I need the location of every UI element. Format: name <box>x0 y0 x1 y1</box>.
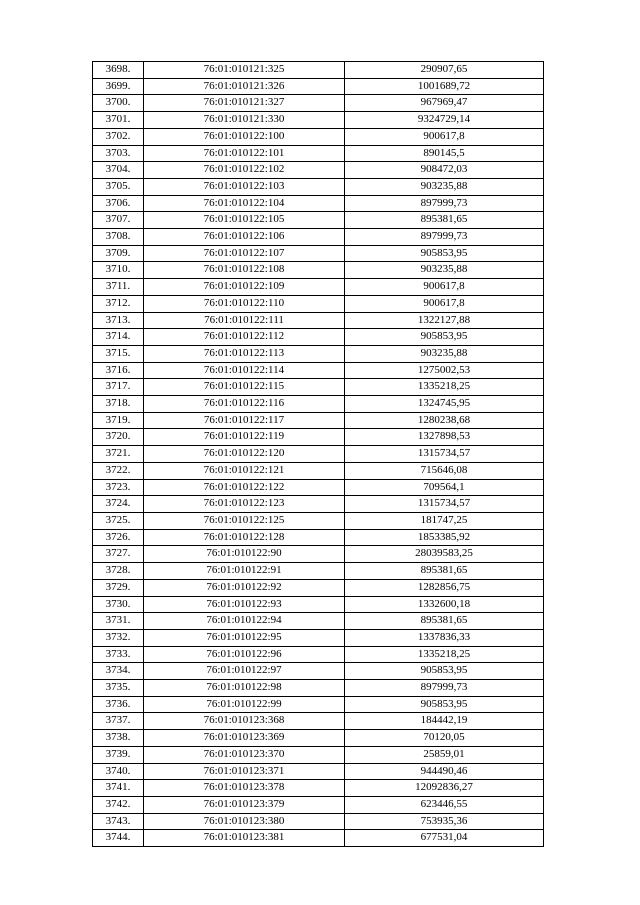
row-number: 3721. <box>93 446 144 463</box>
cadastral-value: 753935,36 <box>345 813 544 830</box>
row-number: 3732. <box>93 629 144 646</box>
cadastral-value: 1280238,68 <box>345 412 544 429</box>
row-number: 3728. <box>93 563 144 580</box>
table-row <box>93 730 544 747</box>
table-row <box>93 780 544 797</box>
row-number: 3723. <box>93 479 144 496</box>
cadastral-value: 905853,95 <box>345 663 544 680</box>
cadastral-value-table <box>92 61 544 847</box>
table-row <box>93 162 544 179</box>
row-number: 3701. <box>93 112 144 129</box>
cadastral-number: 76:01:010122:91 <box>144 563 345 580</box>
table-row <box>93 796 544 813</box>
cadastral-value: 184442,19 <box>345 713 544 730</box>
cadastral-number: 76:01:010122:113 <box>144 345 345 362</box>
cadastral-value: 715646,08 <box>345 462 544 479</box>
table-row <box>93 680 544 697</box>
table-row <box>93 145 544 162</box>
cadastral-number: 76:01:010122:104 <box>144 195 345 212</box>
cadastral-value: 1324745,95 <box>345 396 544 413</box>
table-row <box>93 546 544 563</box>
cadastral-value: 900617,8 <box>345 128 544 145</box>
cadastral-value: 900617,8 <box>345 279 544 296</box>
cadastral-number: 76:01:010122:101 <box>144 145 345 162</box>
table-row <box>93 696 544 713</box>
cadastral-value: 1335218,25 <box>345 379 544 396</box>
cadastral-number: 76:01:010123:380 <box>144 813 345 830</box>
cadastral-value: 1337836,33 <box>345 629 544 646</box>
table-row <box>93 229 544 246</box>
cadastral-number: 76:01:010122:95 <box>144 629 345 646</box>
cadastral-number: 76:01:010122:117 <box>144 412 345 429</box>
table-row <box>93 462 544 479</box>
row-number: 3740. <box>93 763 144 780</box>
row-number: 3717. <box>93 379 144 396</box>
row-number: 3705. <box>93 178 144 195</box>
row-number: 3718. <box>93 396 144 413</box>
row-number: 3708. <box>93 229 144 246</box>
cadastral-number: 76:01:010122:119 <box>144 429 345 446</box>
table-row <box>93 746 544 763</box>
table-row <box>93 279 544 296</box>
row-number: 3743. <box>93 813 144 830</box>
cadastral-value: 1275002,53 <box>345 362 544 379</box>
row-number: 3727. <box>93 546 144 563</box>
cadastral-value: 905853,95 <box>345 245 544 262</box>
table-row <box>93 713 544 730</box>
cadastral-number: 76:01:010122:98 <box>144 680 345 697</box>
cadastral-number: 76:01:010122:94 <box>144 613 345 630</box>
table-row <box>93 345 544 362</box>
cadastral-number: 76:01:010122:102 <box>144 162 345 179</box>
cadastral-number: 76:01:010123:379 <box>144 796 345 813</box>
row-number: 3722. <box>93 462 144 479</box>
cadastral-number: 76:01:010121:325 <box>144 62 345 79</box>
cadastral-number: 76:01:010122:108 <box>144 262 345 279</box>
row-number: 3703. <box>93 145 144 162</box>
table-row <box>93 295 544 312</box>
row-number: 3726. <box>93 529 144 546</box>
table-row <box>93 579 544 596</box>
table-row <box>93 195 544 212</box>
cadastral-value: 1001689,72 <box>345 78 544 95</box>
row-number: 3719. <box>93 412 144 429</box>
table-row <box>93 262 544 279</box>
table-row <box>93 830 544 847</box>
cadastral-value: 895381,65 <box>345 563 544 580</box>
cadastral-value: 897999,73 <box>345 680 544 697</box>
cadastral-number: 76:01:010123:378 <box>144 780 345 797</box>
cadastral-value: 1853385,92 <box>345 529 544 546</box>
cadastral-number: 76:01:010122:120 <box>144 446 345 463</box>
row-number: 3736. <box>93 696 144 713</box>
row-number: 3702. <box>93 128 144 145</box>
row-number: 3716. <box>93 362 144 379</box>
row-number: 3709. <box>93 245 144 262</box>
table-row <box>93 212 544 229</box>
table-row <box>93 78 544 95</box>
table-row <box>93 128 544 145</box>
cadastral-number: 76:01:010123:369 <box>144 730 345 747</box>
row-number: 3738. <box>93 730 144 747</box>
cadastral-number: 76:01:010122:99 <box>144 696 345 713</box>
cadastral-value: 1315734,57 <box>345 446 544 463</box>
cadastral-value: 967969,47 <box>345 95 544 112</box>
table-row <box>93 646 544 663</box>
row-number: 3707. <box>93 212 144 229</box>
cadastral-value: 623446,55 <box>345 796 544 813</box>
table-row <box>93 512 544 529</box>
table-row <box>93 563 544 580</box>
table-row <box>93 379 544 396</box>
table-row <box>93 396 544 413</box>
cadastral-number: 76:01:010122:97 <box>144 663 345 680</box>
cadastral-number: 76:01:010122:115 <box>144 379 345 396</box>
cadastral-number: 76:01:010122:121 <box>144 462 345 479</box>
cadastral-number: 76:01:010122:93 <box>144 596 345 613</box>
cadastral-value: 944490,46 <box>345 763 544 780</box>
cadastral-value: 905853,95 <box>345 696 544 713</box>
cadastral-value: 1332600,18 <box>345 596 544 613</box>
table-body <box>93 62 544 847</box>
table-row <box>93 596 544 613</box>
row-number: 3704. <box>93 162 144 179</box>
cadastral-number: 76:01:010121:327 <box>144 95 345 112</box>
table-row <box>93 362 544 379</box>
row-number: 3744. <box>93 830 144 847</box>
row-number: 3711. <box>93 279 144 296</box>
cadastral-number: 76:01:010122:128 <box>144 529 345 546</box>
cadastral-value: 895381,65 <box>345 613 544 630</box>
row-number: 3712. <box>93 295 144 312</box>
row-number: 3741. <box>93 780 144 797</box>
row-number: 3698. <box>93 62 144 79</box>
row-number: 3725. <box>93 512 144 529</box>
cadastral-value: 25859,01 <box>345 746 544 763</box>
table-row <box>93 429 544 446</box>
cadastral-number: 76:01:010122:90 <box>144 546 345 563</box>
cadastral-value: 903235,88 <box>345 262 544 279</box>
cadastral-number: 76:01:010122:96 <box>144 646 345 663</box>
cadastral-number: 76:01:010122:125 <box>144 512 345 529</box>
cadastral-number: 76:01:010122:105 <box>144 212 345 229</box>
table-row <box>93 312 544 329</box>
row-number: 3730. <box>93 596 144 613</box>
cadastral-value: 903235,88 <box>345 345 544 362</box>
row-number: 3710. <box>93 262 144 279</box>
row-number: 3724. <box>93 496 144 513</box>
cadastral-value: 897999,73 <box>345 229 544 246</box>
cadastral-value: 70120,05 <box>345 730 544 747</box>
cadastral-number: 76:01:010122:110 <box>144 295 345 312</box>
cadastral-value: 1282856,75 <box>345 579 544 596</box>
table-row <box>93 178 544 195</box>
cadastral-number: 76:01:010122:103 <box>144 178 345 195</box>
row-number: 3735. <box>93 680 144 697</box>
cadastral-number: 76:01:010122:122 <box>144 479 345 496</box>
cadastral-value: 181747,25 <box>345 512 544 529</box>
cadastral-value: 12092836,27 <box>345 780 544 797</box>
cadastral-value: 290907,65 <box>345 62 544 79</box>
table-row <box>93 663 544 680</box>
cadastral-number: 76:01:010122:112 <box>144 329 345 346</box>
cadastral-value: 890145,5 <box>345 145 544 162</box>
cadastral-value: 1322127,88 <box>345 312 544 329</box>
row-number: 3699. <box>93 78 144 95</box>
row-number: 3714. <box>93 329 144 346</box>
cadastral-value: 709564,1 <box>345 479 544 496</box>
cadastral-number: 76:01:010122:92 <box>144 579 345 596</box>
row-number: 3700. <box>93 95 144 112</box>
row-number: 3739. <box>93 746 144 763</box>
cadastral-number: 76:01:010123:370 <box>144 746 345 763</box>
table-row <box>93 95 544 112</box>
row-number: 3733. <box>93 646 144 663</box>
cadastral-number: 76:01:010123:371 <box>144 763 345 780</box>
cadastral-number: 76:01:010122:106 <box>144 229 345 246</box>
table-row <box>93 496 544 513</box>
row-number: 3715. <box>93 345 144 362</box>
table-row <box>93 629 544 646</box>
cadastral-number: 76:01:010121:330 <box>144 112 345 129</box>
cadastral-number: 76:01:010123:381 <box>144 830 345 847</box>
row-number: 3720. <box>93 429 144 446</box>
cadastral-number: 76:01:010122:116 <box>144 396 345 413</box>
cadastral-value: 895381,65 <box>345 212 544 229</box>
row-number: 3734. <box>93 663 144 680</box>
cadastral-number: 76:01:010123:368 <box>144 713 345 730</box>
cadastral-value: 897999,73 <box>345 195 544 212</box>
cadastral-number: 76:01:010122:109 <box>144 279 345 296</box>
cadastral-value: 900617,8 <box>345 295 544 312</box>
table-row <box>93 763 544 780</box>
row-number: 3742. <box>93 796 144 813</box>
cadastral-value: 9324729,14 <box>345 112 544 129</box>
cadastral-value: 1327898,53 <box>345 429 544 446</box>
cadastral-number: 76:01:010121:326 <box>144 78 345 95</box>
cadastral-value: 28039583,25 <box>345 546 544 563</box>
table-row <box>93 446 544 463</box>
cadastral-number: 76:01:010122:107 <box>144 245 345 262</box>
cadastral-number: 76:01:010122:100 <box>144 128 345 145</box>
table-row <box>93 479 544 496</box>
row-number: 3713. <box>93 312 144 329</box>
table-row <box>93 412 544 429</box>
cadastral-number: 76:01:010122:123 <box>144 496 345 513</box>
table-row <box>93 529 544 546</box>
table-row <box>93 329 544 346</box>
cadastral-value: 903235,88 <box>345 178 544 195</box>
table-row <box>93 112 544 129</box>
row-number: 3731. <box>93 613 144 630</box>
table-row <box>93 245 544 262</box>
table-row <box>93 62 544 79</box>
row-number: 3729. <box>93 579 144 596</box>
cadastral-number: 76:01:010122:111 <box>144 312 345 329</box>
cadastral-value: 1315734,57 <box>345 496 544 513</box>
cadastral-value: 1335218,25 <box>345 646 544 663</box>
row-number: 3706. <box>93 195 144 212</box>
cadastral-value: 677531,04 <box>345 830 544 847</box>
row-number: 3737. <box>93 713 144 730</box>
cadastral-value: 905853,95 <box>345 329 544 346</box>
cadastral-value: 908472,03 <box>345 162 544 179</box>
table-row <box>93 613 544 630</box>
cadastral-number: 76:01:010122:114 <box>144 362 345 379</box>
table-row <box>93 813 544 830</box>
